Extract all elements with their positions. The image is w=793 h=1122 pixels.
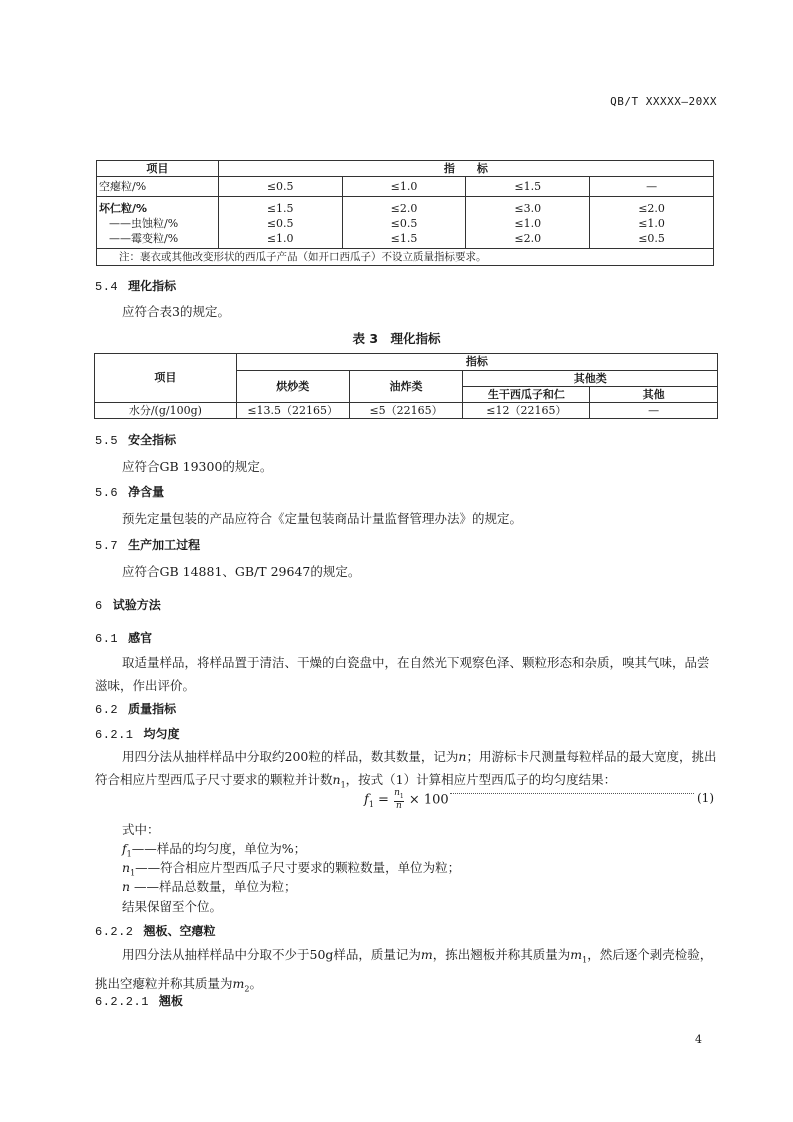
table-cell: ≤5（22165）: [349, 403, 463, 419]
section-5-4-text: 应符合表3的规定。: [122, 304, 230, 319]
table-cell: ≤1.5: [266, 202, 294, 215]
formula-def-n: n ——样品总数量，单位为粒；: [122, 879, 297, 894]
table3-header-item: 项目: [95, 354, 237, 403]
table-cell: ≤3.0: [514, 202, 542, 215]
table-cell: ≤13.5（22165）: [236, 403, 349, 419]
formula-1: $f_1$ = $\frac{n_1}{n}$ × 100: [364, 788, 449, 811]
table-cell: ——虫蚀粒/%: [109, 217, 179, 230]
table-cell: ≤1.0: [514, 217, 542, 230]
formula-def-f1: $f_1——$样品的均匀度，单位为%；: [122, 841, 307, 859]
table3-header-indicator: 指标: [236, 354, 717, 371]
table-cell: ≤0.5: [390, 217, 418, 230]
table3-header-other-group: 其他类: [463, 371, 718, 387]
table-cell: ≤2.0: [514, 232, 542, 245]
table-cell: ≤12（22165）: [463, 403, 590, 419]
section-6-2-2-1-heading: 6.2.2.1 翘板: [95, 994, 183, 1009]
section-6-2-2-text: 用四分法从抽样样品中分取不少于50g样品，质量记为m，拣出翘板并称其质量为$m_1$，然后逐个剥壳检验，挑出空瘪粒并称其质量为$m_2$。: [95, 947, 713, 993]
table3-header-raw: 生干西瓜子和仁: [463, 387, 590, 403]
table-cell: ≤1.0: [266, 232, 294, 245]
physicochemical-table: [94, 353, 718, 419]
section-6-2-2-heading: 6.2.2 翘板、空瘪粒: [95, 924, 216, 939]
section-5-7-text: 应符合GB 14881、GB/T 29647的规定。: [122, 564, 361, 579]
section-6-2-1-heading: 6.2.1 均匀度: [95, 727, 180, 742]
section-6-1-text: 取适量样品，将样品置于清洁、干燥的白瓷盘中，在自然光下观察色泽、颗粒形态和杂质，嗅其气味，品尝滋味，作出评价。: [95, 655, 710, 693]
formula-leader-dots: [450, 793, 694, 794]
section-6-2-heading: 6.2 质量指标: [95, 702, 177, 717]
formula-def-n1: $n_1——$符合相应片型西瓜子尺寸要求的颗粒数量，单位为粒；: [122, 860, 461, 878]
document-code: QB/T XXXXX—20XX: [610, 95, 717, 108]
formula-where-label: 式中：: [122, 822, 160, 837]
result-precision-note: 结果保留至个位。: [122, 899, 223, 914]
table-cell: —: [590, 403, 718, 419]
table-cell: ≤0.5: [638, 232, 665, 245]
table-cell: ≤2.0: [390, 202, 418, 215]
section-5-6-heading: 5.6 净含量: [95, 485, 165, 500]
quality-table: [96, 160, 714, 266]
table-cell: ≤1.0: [638, 217, 665, 230]
table3-header-other: 其他: [590, 387, 718, 403]
page-number: 4: [695, 1033, 702, 1046]
table-cell: 坏仁粒/%: [99, 202, 148, 215]
section-5-7-heading: 5.7 生产加工过程: [95, 538, 201, 553]
section-5-5-text: 应符合GB 19300的规定。: [122, 459, 273, 474]
table-cell: 水分/(g/100g): [95, 403, 237, 419]
table1-header-item: 项目: [97, 161, 219, 177]
table-cell: —: [590, 177, 714, 197]
table-cell: ≤0.5: [218, 177, 342, 197]
table-cell: ≤1.5: [466, 177, 590, 197]
section-6-heading: 6 试验方法: [95, 598, 161, 613]
table-cell: ≤1.0: [342, 177, 466, 197]
table1-header-indicator: 指 标: [218, 161, 713, 177]
table3-header-fried: 油炸类: [349, 371, 463, 403]
table3-caption: 表 3 理化指标: [352, 331, 441, 346]
section-5-4-heading: 5.4 理化指标: [95, 279, 177, 294]
table-cell: ——霉变粒/%: [109, 232, 179, 245]
table-cell: ≤1.5: [390, 232, 418, 245]
table1-note: 注：裹衣或其他改变形状的西瓜子产品（如开口西瓜子）不设立质量指标要求。: [97, 249, 714, 266]
table-cell: ≤2.0: [638, 202, 665, 215]
section-5-5-heading: 5.5 安全指标: [95, 433, 177, 448]
table3-header-roast: 烘炒类: [236, 371, 349, 403]
formula-number: (1): [697, 791, 714, 805]
section-5-6-text: 预先定量包装的产品应符合《定量包装商品计量监督管理办法》的规定。: [122, 511, 523, 526]
table-cell: 空瘪粒/%: [97, 177, 219, 197]
section-6-2-1-text: 用四分法从抽样样品中分取约200粒的样品，数其数量，记为n；用游标卡尺测量每粒样品的最大宽度，挑出符合相应片型西瓜子尺寸要求的颗粒并计数$n_1$，按式（1）计算相应片型西瓜子的均匀度结果：: [95, 749, 717, 790]
table-cell: ≤0.5: [266, 217, 294, 230]
section-6-1-heading: 6.1 感官: [95, 631, 153, 646]
